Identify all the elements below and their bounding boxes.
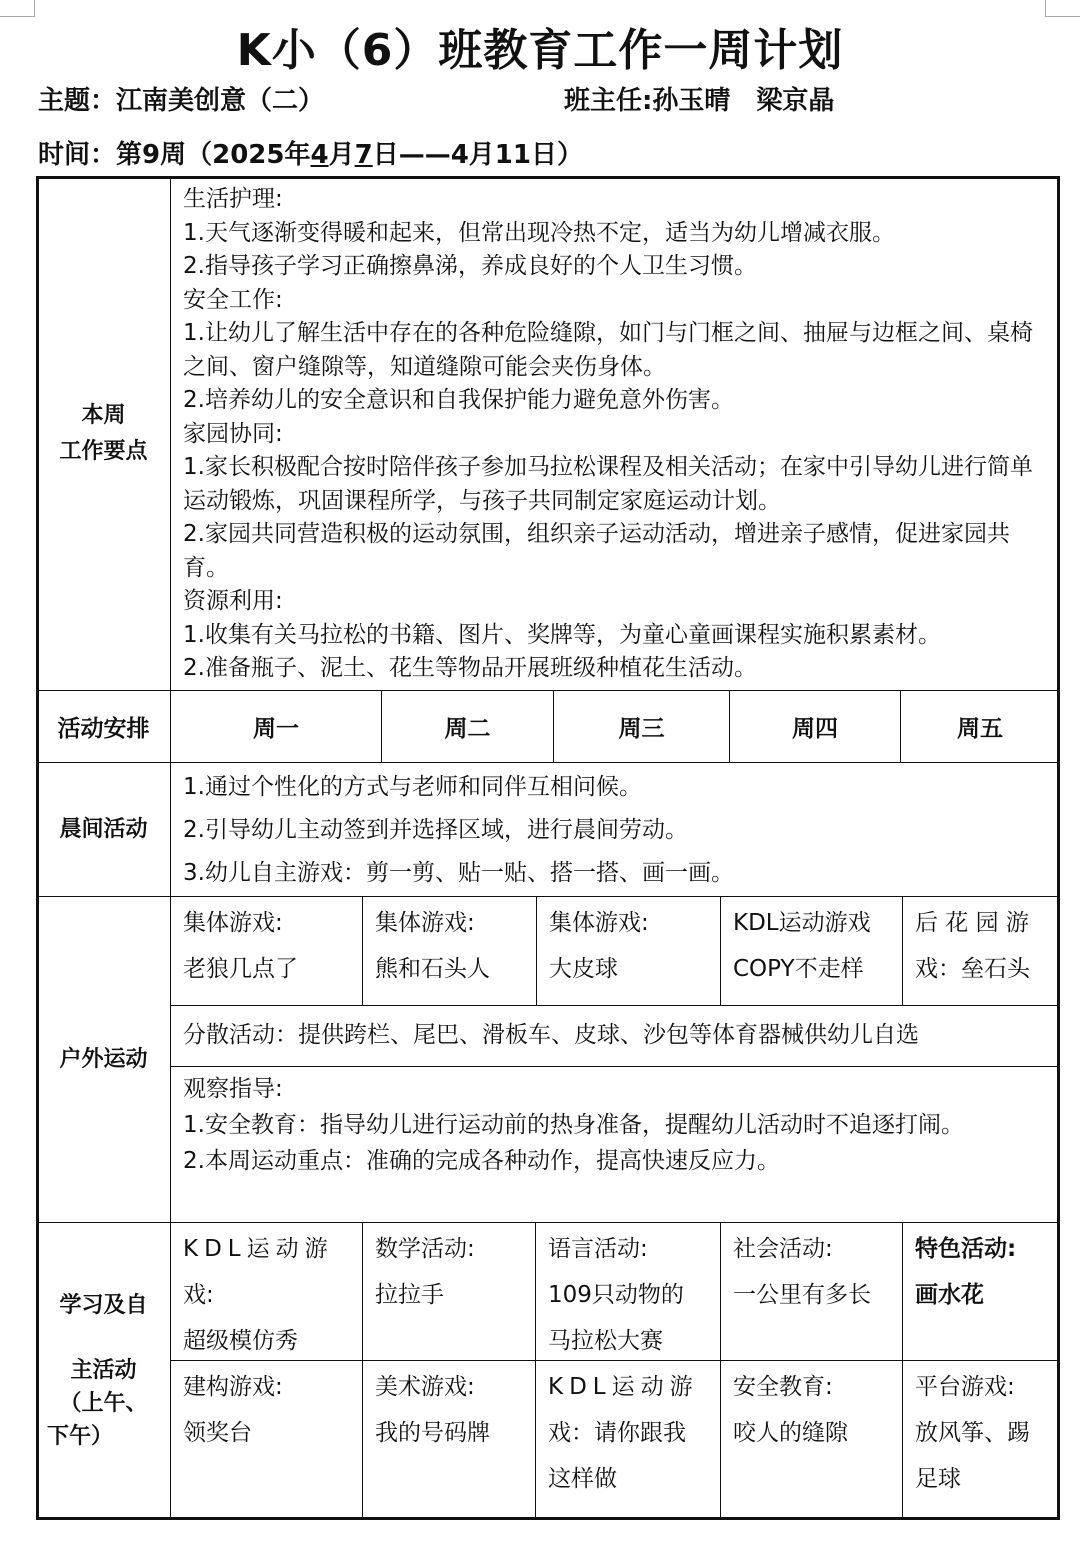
morning-line: 2.引导幼儿主动签到并选择区域，进行晨间劳动。 [183, 817, 688, 843]
week-points-label-line1: 本周 [81, 403, 126, 429]
time-label: 时间： [38, 140, 117, 170]
week-point-line: 家园协同: [183, 420, 283, 447]
week-point-line: 2.指导孩子学习正确擦鼻涕，养成良好的个人卫生习惯。 [183, 253, 757, 279]
week-point-line: 1.家长积极配合按时陪伴孩子参加马拉松课程及相关活动；在家中引导幼儿进行简单运动锻炼，巩固课程所学，与孩子共同制定家庭运动计划。 [183, 454, 1033, 514]
outdoor-scattered: 分散活动：提供跨栏、尾巴、滑板车、皮球、沙包等体育器械供幼儿自选 [170, 1005, 1060, 1067]
time-suffix: 日——4月11日） [372, 140, 583, 170]
outdoor-game-line1: 集体游戏: [183, 910, 283, 936]
morning-line: 1.通过个性化的方式与老师和同伴互相问候。 [183, 774, 642, 800]
activity-line: 社会活动: [733, 1236, 833, 1262]
learning-fri-am [902, 1222, 1060, 1361]
activity-line: 这样做 [548, 1466, 617, 1492]
outdoor-game-line1: KDL运动游戏 [733, 910, 871, 936]
activity-line: 马拉松大赛 [548, 1328, 663, 1354]
activity-line: 109只动物的 [548, 1282, 684, 1308]
week-point-line: 1.收集有关马拉松的书籍、图片、奖牌等，为童心童画课程实施积累素材。 [183, 621, 941, 648]
outdoor-game-line1: 后 花 园 游 [915, 910, 1029, 936]
time-line [38, 134, 583, 171]
learning-label-line2: 主活动 [70, 1358, 137, 1383]
observation-line: 观察指导: [183, 1076, 283, 1102]
outdoor-game-line2: 戏：垒石头 [915, 956, 1030, 982]
activity-line: KDL运动游 [183, 1236, 334, 1262]
week-points-label-line2: 工作要点 [59, 438, 148, 464]
weekly-plan-table [36, 176, 1060, 1520]
activity-line: 戏：请你跟我 [548, 1420, 686, 1446]
learning-wed-pm [535, 1360, 721, 1520]
theme-value: 江南美创意（二） [116, 86, 325, 116]
week-point-line: 2.准备瓶子、泥土、花生等物品开展班级种植花生活动。 [183, 655, 757, 681]
outdoor-game-wed [536, 896, 721, 1006]
activity-line: 一公里有多长 [733, 1282, 871, 1308]
teacher-label: 班主任: [564, 86, 653, 116]
teacher-value: 孙玉晴 梁京晶 [652, 86, 835, 116]
week-points-label [36, 176, 171, 691]
activity-line: 美术游戏: [375, 1374, 475, 1400]
activity-line: 安全教育: [733, 1374, 833, 1400]
activity-line: 超级模仿秀 [183, 1328, 298, 1354]
theme-label: 主题： [38, 86, 117, 116]
week-point-line: 1.天气逐渐变得暖和起来，但常出现冷热不定，适当为幼儿增减衣服。 [183, 219, 895, 246]
time-day: 7 [354, 140, 373, 170]
outdoor-game-mon [170, 896, 363, 1006]
outdoor-game-line2: 老狼几点了 [183, 956, 298, 982]
week-point-line: 生活护理: [183, 186, 283, 212]
morning-label: 晨间活动 [36, 762, 171, 897]
day-header-fri: 周五 [900, 690, 1060, 763]
outdoor-game-fri [902, 896, 1060, 1006]
learning-tue-pm [362, 1360, 536, 1520]
time-month: 4 [310, 140, 329, 170]
learning-wed-am [535, 1222, 721, 1361]
learning-mon-pm [170, 1360, 363, 1520]
theme-line [38, 80, 324, 117]
outdoor-game-line2: COPY不走样 [733, 956, 864, 982]
week-point-line: 1.让幼儿了解生活中存在的各种危险缝隙，如门与门框之间、抽屉与边框之间、桌椅之间、窗户缝隙等，知道缝隙可能会夹伤身体。 [183, 320, 1033, 380]
learning-thu-pm [720, 1360, 903, 1520]
morning-line: 3.幼儿自主游戏：剪一剪、贴一贴、搭一搭、画一画。 [183, 860, 734, 886]
activity-line: 语言活动: [548, 1236, 648, 1262]
observation-line: 2.本周运动重点：准确的完成各种动作，提高快速反应力。 [183, 1148, 780, 1174]
learning-mon-am [170, 1222, 363, 1361]
activity-line: 画水花 [915, 1282, 984, 1308]
activity-line: 咬人的缝隙 [733, 1420, 848, 1446]
outdoor-game-line2: 大皮球 [549, 956, 618, 982]
learning-fri-pm [902, 1360, 1060, 1520]
schedule-header-label: 活动安排 [36, 690, 171, 763]
activity-line: KDL运动游 [548, 1374, 699, 1400]
learning-thu-am [720, 1222, 903, 1361]
activity-line: 足球 [915, 1466, 961, 1492]
activity-line: 建构游戏: [183, 1374, 283, 1400]
activity-line: 戏: [183, 1282, 214, 1308]
week-point-line: 安全工作: [183, 286, 283, 313]
week-point-line: 2.家园共同营造积极的运动氛围，组织亲子运动活动，增进亲子感情，促进家园共育。 [183, 521, 1010, 581]
week-point-line: 资源利用: [183, 588, 283, 614]
time-mid: 月 [328, 140, 355, 170]
activity-line: 放风筝、踢 [915, 1420, 1030, 1446]
teacher-line [564, 80, 834, 117]
outdoor-label: 户外运动 [36, 896, 171, 1223]
learning-label-line3: （上午、 [59, 1391, 148, 1416]
outdoor-observation [170, 1066, 1060, 1223]
page-title: K小（6）班教育工作一周计划 [236, 25, 844, 76]
time-prefix: 第9周（2025年 [116, 140, 311, 170]
learning-label-line1: 学习及自 [59, 1293, 148, 1318]
activity-line: 我的号码牌 [375, 1420, 490, 1446]
outdoor-game-line1: 集体游戏: [375, 910, 475, 936]
outdoor-game-tue [362, 896, 537, 1006]
activity-line: 特色活动: [915, 1236, 1017, 1262]
outdoor-game-line2: 熊和石头人 [375, 956, 490, 982]
outdoor-game-thu [720, 896, 903, 1006]
morning-content [170, 762, 1060, 897]
activity-line: 领奖台 [183, 1420, 252, 1446]
activity-line: 数学活动: [375, 1236, 475, 1262]
day-header-thu: 周四 [729, 690, 901, 763]
day-header-mon: 周一 [170, 690, 382, 763]
day-header-tue: 周二 [381, 690, 554, 763]
week-point-line: 2.培养幼儿的安全意识和自我保护能力避免意外伤害。 [183, 387, 734, 413]
week-points-content [170, 176, 1060, 691]
activity-line: 拉拉手 [375, 1282, 444, 1308]
learning-label-line4: 下午） [47, 1424, 114, 1449]
outdoor-game-line1: 集体游戏: [549, 910, 649, 936]
learning-tue-am [362, 1222, 536, 1361]
day-header-wed: 周三 [553, 690, 730, 763]
observation-line: 1.安全教育：指导幼儿进行运动前的热身准备，提醒幼儿活动时不追逐打闹。 [183, 1112, 964, 1138]
learning-label [36, 1222, 171, 1520]
activity-line: 平台游戏: [915, 1374, 1015, 1400]
